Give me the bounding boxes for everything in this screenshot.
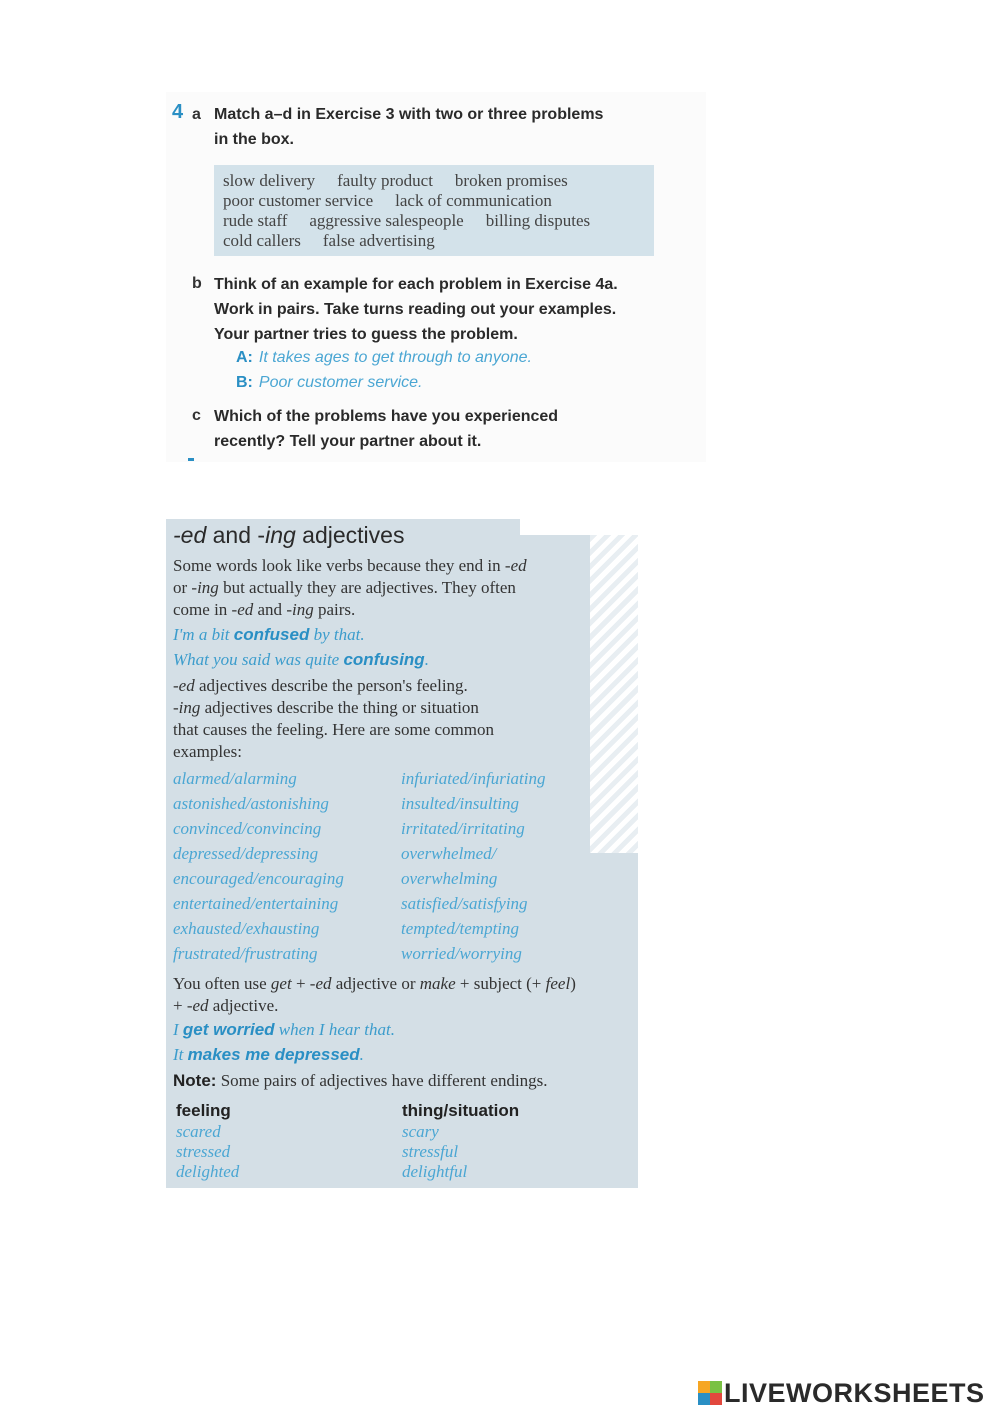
- word-box-item: faulty product: [337, 171, 433, 190]
- logo-square: [698, 1381, 710, 1393]
- text: + -: [173, 996, 193, 1015]
- title-part: adjectives: [295, 522, 405, 548]
- panel-notch: [520, 519, 638, 535]
- adjective-pair: insulted/insulting: [401, 794, 520, 813]
- text: -ing: [286, 600, 314, 619]
- stripe-decoration: [590, 535, 638, 853]
- table-cell: scared: [176, 1122, 221, 1141]
- dialog-text: Poor customer service.: [258, 374, 423, 391]
- table-header-feeling: feeling: [176, 1101, 231, 1120]
- desc-line: examples:: [173, 742, 242, 761]
- text: but actually they are adjectives. They often: [218, 578, 516, 597]
- dialog-line-a: [236, 349, 532, 367]
- word-box-line: [223, 231, 654, 251]
- usage-rule: [173, 973, 576, 1017]
- table-cell: stressful: [402, 1142, 459, 1161]
- word-box-item: rude staff: [223, 211, 288, 230]
- table-cell: delightful: [402, 1162, 468, 1181]
- dialog-text: It takes ages to get through to anyone.: [258, 349, 532, 366]
- text: -ing: [173, 698, 201, 717]
- word-box-line: [223, 211, 654, 231]
- title-part: -ed: [173, 522, 207, 548]
- text: come in: [173, 600, 232, 619]
- table-cell: scary: [402, 1122, 439, 1141]
- adjective-pair: irritated/irritating: [401, 819, 525, 838]
- question-b-text: [214, 272, 618, 347]
- intro-line: [173, 555, 527, 577]
- example-get-worried: [173, 1020, 395, 1040]
- logo-square: [698, 1393, 710, 1405]
- text: -ed: [173, 676, 195, 695]
- text: adjective or: [331, 974, 420, 993]
- note: [173, 1070, 548, 1092]
- text: get: [270, 974, 292, 993]
- word-box-item: slow delivery: [223, 171, 316, 190]
- grammar-intro: [173, 555, 527, 621]
- text: adjective.: [208, 996, 279, 1015]
- text: It: [173, 1045, 188, 1064]
- table-header-thing: thing/situation: [402, 1101, 520, 1120]
- table-cell: stressed: [176, 1142, 231, 1161]
- word-box-item: lack of communication: [395, 191, 552, 210]
- adjective-pair: entertained/entertaining: [173, 894, 339, 913]
- grammar-title: [173, 522, 404, 549]
- question-c-line: recently? Tell your partner about it.: [214, 433, 482, 450]
- text: confused: [233, 625, 310, 644]
- word-box-item: false advertising: [322, 231, 435, 250]
- note-text: Some pairs of adjectives have different endings.: [216, 1071, 548, 1090]
- dialog-line-b: [236, 374, 423, 392]
- text: and: [253, 600, 287, 619]
- adjective-pair: tempted/tempting: [401, 919, 520, 938]
- adjective-pair: infuriated/infuriating: [401, 769, 546, 788]
- text: -ed: [504, 556, 527, 575]
- adjective-pair: convinced/convincing: [173, 819, 322, 838]
- question-a-line: in the box.: [214, 131, 294, 148]
- table-cell: delighted: [176, 1162, 240, 1181]
- text: adjectives describe the person's feeling.: [194, 676, 468, 695]
- adjective-pair: satisfied/satisfying: [401, 894, 528, 913]
- word-box-line: [223, 191, 654, 211]
- text: pairs.: [313, 600, 356, 619]
- question-c-letter: c: [192, 407, 201, 424]
- adjective-pair: overwhelming: [401, 869, 498, 888]
- usage-line: [173, 995, 576, 1017]
- text: ed: [315, 974, 332, 993]
- adjective-pair: depressed/depressing: [173, 844, 319, 863]
- decorative-mark: [188, 458, 194, 461]
- text: ed: [192, 996, 209, 1015]
- desc-line: [173, 675, 494, 697]
- word-box-item: poor customer service: [223, 191, 374, 210]
- note-label: Note:: [173, 1071, 217, 1090]
- text: by that.: [309, 625, 365, 644]
- title-part: and -: [206, 522, 266, 548]
- word-box-item: billing disputes: [485, 211, 591, 230]
- question-a-letter: a: [192, 106, 201, 123]
- text: What you said was quite: [173, 650, 344, 669]
- example-confused: [173, 625, 365, 645]
- word-box-item: broken promises: [454, 171, 568, 190]
- logo-square: [710, 1393, 722, 1405]
- question-c-text: [214, 404, 558, 454]
- desc-line: that causes the feeling. Here are some common: [173, 720, 494, 739]
- liveworksheets-logo: [698, 1378, 985, 1408]
- text: or: [173, 578, 192, 597]
- text: -ed: [231, 600, 254, 619]
- question-b-line: Your partner tries to guess the problem.: [214, 326, 518, 343]
- intro-line: [173, 577, 527, 599]
- adjective-pair: exhausted/exhausting: [173, 919, 320, 938]
- question-b-line: Work in pairs. Take turns reading out your examples.: [214, 301, 617, 318]
- text: I: [173, 1020, 183, 1039]
- exercise-number: 4: [172, 101, 184, 123]
- example-makes-depressed: [173, 1045, 364, 1065]
- adjective-pair: worried/worrying: [401, 944, 522, 963]
- grammar-description: [173, 675, 494, 763]
- text: make: [419, 974, 456, 993]
- text: + -: [291, 974, 316, 993]
- text: confusing: [343, 650, 425, 669]
- text: Some words look like verbs because they end in: [173, 556, 505, 575]
- question-b-letter: b: [192, 275, 202, 292]
- logo-text: LIVEWORKSHEETS: [724, 1377, 985, 1408]
- text: get worried: [182, 1020, 275, 1039]
- text: makes me depressed: [187, 1045, 360, 1064]
- text: feel: [545, 974, 571, 993]
- word-box-line: [223, 171, 654, 191]
- text: -ing: [191, 578, 219, 597]
- text: .: [359, 1045, 364, 1064]
- desc-line: [173, 697, 494, 719]
- adjective-pair: encouraged/encouraging: [173, 869, 344, 888]
- text: adjectives describe the thing or situation: [200, 698, 479, 717]
- adjective-pair: alarmed/alarming: [173, 769, 297, 788]
- speaker-a: A:: [236, 349, 253, 366]
- question-b-line: Think of an example for each problem in Exercise 4a.: [214, 276, 618, 293]
- speaker-b: B:: [236, 374, 253, 391]
- adjective-pair: astonished/astonishing: [173, 794, 329, 813]
- question-c-line: Which of the problems have you experienced: [214, 408, 559, 425]
- title-part: ing: [265, 522, 296, 548]
- usage-line: [173, 973, 576, 995]
- logo-icon: [698, 1381, 722, 1405]
- text: + subject (+: [455, 974, 546, 993]
- adjective-pair: overwhelmed/: [401, 844, 497, 863]
- word-box-item: cold callers: [223, 231, 301, 250]
- example-confusing: [173, 650, 429, 670]
- text: ): [570, 974, 576, 993]
- adjective-pair: frustrated/frustrating: [173, 944, 318, 963]
- problem-word-box: [214, 165, 654, 256]
- question-a-line: Match a–d in Exercise 3 with two or three problems: [214, 106, 604, 123]
- question-a-text: [214, 102, 603, 152]
- text: .: [424, 650, 429, 669]
- text: when I hear that.: [274, 1020, 395, 1039]
- word-box-item: aggressive salespeople: [309, 211, 464, 230]
- text: You often use: [173, 974, 271, 993]
- logo-square: [710, 1381, 722, 1393]
- text: I'm a bit: [173, 625, 234, 644]
- intro-line: [173, 599, 527, 621]
